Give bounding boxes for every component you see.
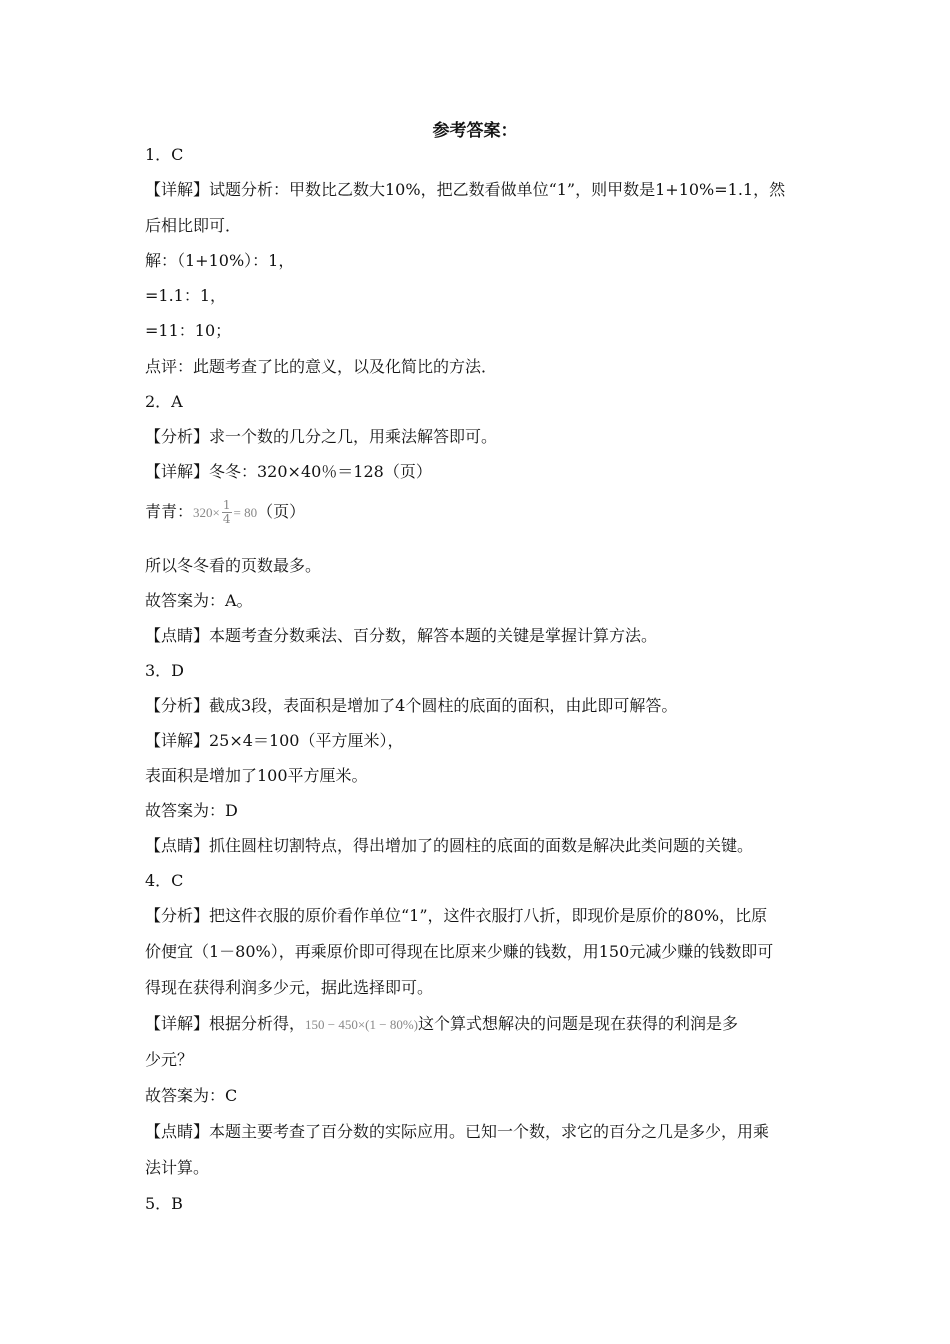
q4-detail-line1 (145, 1013, 738, 1036)
q4-detail-line2: 少元？ (145, 1050, 194, 1069)
q1-comment: 点评：此题考查了比的意义，以及化简比的方法． (145, 357, 498, 376)
q2-detail: 【详解】冬冬：320×40％＝128（页） (145, 462, 432, 481)
q4-answer: 4．C (145, 871, 184, 890)
q4-detail-suffix: 这个算式想解决的问题是现在获得的利润是多 (418, 1014, 739, 1033)
q2-fraction-denominator: 4 (222, 512, 231, 526)
q1-step1: 解：（1+10%）：1， (145, 251, 295, 270)
q3-final: 故答案为：D (145, 801, 238, 820)
q2-conclusion: 所以冬冬看的页数最多。 (145, 556, 322, 575)
q2-comment: 【点睛】本题考查分数乘法、百分数，解答本题的关键是掌握计算方法。 (145, 626, 658, 645)
q4-analysis-line1: 【分析】把这件衣服的原价看作单位“1”，这件衣服打八折，即现价是原价的80%，比原 (145, 906, 768, 925)
q2-formula-right: = 80 (233, 505, 258, 520)
q3-comment: 【点睛】抓住圆柱切割特点，得出增加了的圆柱的底面的面数是解决此类问题的关键。 (145, 836, 754, 855)
q2-qingqing-unit: （页） (257, 502, 306, 521)
q4-detail-prefix: 【详解】根据分析得， (145, 1014, 306, 1033)
q5-answer: 5．B (145, 1194, 183, 1213)
q1-detail-line2: 后相比即可． (145, 216, 242, 235)
q2-analysis: 【分析】求一个数的几分之几，用乘法解答即可。 (145, 427, 498, 446)
q1-step2: =1.1：1， (145, 286, 227, 305)
q4-analysis-line3: 得现在获得利润多少元，据此选择即可。 (145, 978, 434, 997)
q1-step3: =11：10； (145, 321, 232, 340)
q2-qingqing-line (145, 499, 305, 526)
q4-analysis-line2: 价便宜（1－80%），再乘原价即可得现在比原来少赚的钱数，用150元减少赚的钱数即可 (145, 942, 774, 961)
q4-formula: 150 − 450×(1 − 80%) (305, 1017, 418, 1032)
q3-result: 表面积是增加了100平方厘米。 (145, 766, 368, 785)
q1-answer: 1．C (145, 145, 184, 164)
q3-answer: 3．D (145, 661, 185, 680)
q3-analysis: 【分析】截成3段，表面积是增加了4个圆柱的底面的面积，由此即可解答。 (145, 696, 678, 715)
q2-formula-left: 320× (193, 505, 220, 520)
q2-fraction-numerator: 1 (222, 498, 231, 512)
q4-final: 故答案为：C (145, 1086, 238, 1105)
q2-final: 故答案为：A。 (145, 591, 253, 610)
q4-comment-line1: 【点睛】本题主要考查了百分数的实际应用。已知一个数，求它的百分之几是多少，用乘 (145, 1122, 770, 1141)
q4-comment-line2: 法计算。 (145, 1158, 210, 1177)
q2-fraction (222, 499, 232, 526)
q1-detail-line1: 【详解】试题分析：甲数比乙数大10%，把乙数看做单位“1”，则甲数是1+10%=1.1，然 (145, 180, 786, 199)
q3-detail: 【详解】25×4＝100（平方厘米）， (145, 731, 404, 750)
q2-qingqing-label: 青青： (145, 502, 194, 521)
page-title: 参考答案： (432, 121, 518, 141)
q2-answer: 2．A (145, 392, 183, 411)
